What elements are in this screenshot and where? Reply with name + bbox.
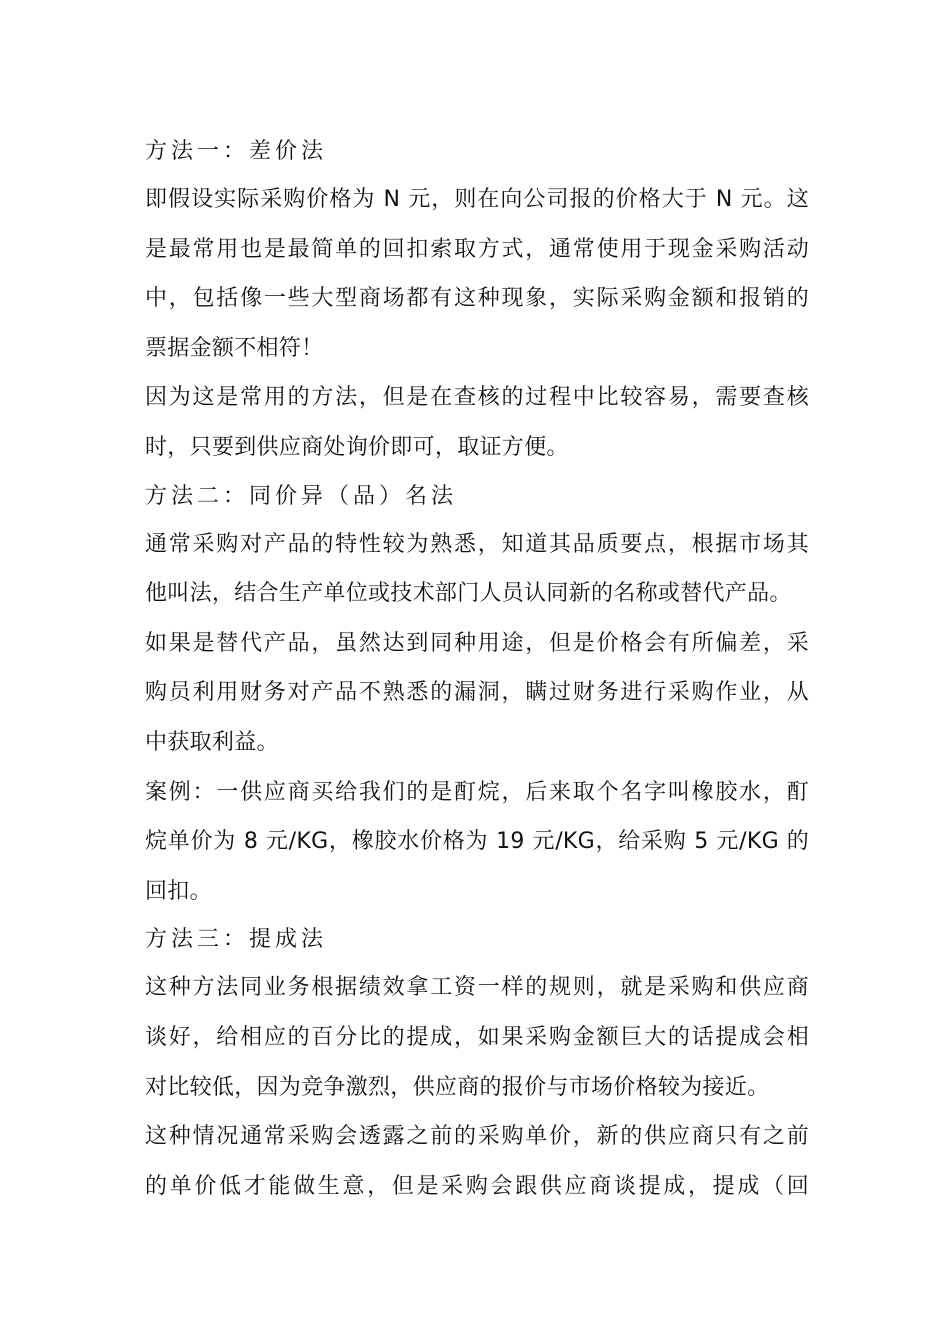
text-line: 烷单价为 8 元/KG，橡胶水价格为 19 元/KG，给采购 5 元/KG 的 — [145, 829, 809, 855]
text-line: 通常采购对产品的特性较为熟悉，知道其品质要点，根据市场其 — [145, 531, 809, 557]
text-line: 中获取利益。 — [145, 729, 279, 755]
text-line: 这种方法同业务根据绩效拿工资一样的规则，就是采购和供应商 — [145, 975, 809, 1001]
paragraph — [145, 520, 809, 619]
text-line: 因为这是常用的方法，但是在查核的过程中比较容易，需要查核 — [145, 385, 809, 411]
paragraph — [145, 619, 809, 768]
text-line: 回扣。 — [145, 878, 212, 904]
paragraph — [145, 1112, 809, 1211]
paragraph — [145, 373, 809, 472]
text-line: 即假设实际采购价格为 N 元，则在向公司报的价格大于 N 元。这 — [145, 187, 809, 212]
text-line: 他叫法，结合生产单位或技术部门人员认同新的名称或替代产品。 — [145, 581, 792, 607]
paragraph — [145, 768, 809, 917]
text-line: 的单价低才能做生意，但是采购会跟供应商谈提成，提成（回 — [145, 1173, 809, 1199]
paragraph — [145, 175, 809, 373]
section-heading-1: 方法一：差价法 — [145, 139, 328, 164]
text-line: 如果是替代产品，虽然达到同种用途，但是价格会有所偏差，采 — [145, 630, 809, 656]
text-line: 谈好，给相应的百分比的提成，如果采购金额巨大的话提成会相 — [145, 1024, 809, 1050]
text-line: 是最常用也是最简单的回扣索取方式，通常使用于现金采购活动 — [145, 236, 809, 262]
text-line: 中，包括像一些大型商场都有这种现象，实际采购金额和报销的 — [145, 286, 809, 312]
text-line: 对比较低，因为竞争激烈，供应商的报价与市场价格较为接近。 — [145, 1074, 770, 1100]
section-heading-2: 方法二：同价异（品）名法 — [145, 483, 458, 509]
text-line: 票据金额不相符！ — [145, 335, 324, 361]
document-body — [145, 128, 809, 1211]
text-line: 这种情况通常采购会透露之前的采购单价，新的供应商只有之前 — [145, 1124, 809, 1150]
text-line: 时，只要到供应商处询价即可，取证方便。 — [145, 434, 569, 460]
text-line: 购员利用财务对产品不熟悉的漏洞，瞒过财务进行采购作业，从 — [145, 680, 809, 706]
paragraph — [145, 963, 809, 1112]
text-line: 案例：一供应商买给我们的是酊烷，后来取个名字叫橡胶水，酊 — [145, 779, 809, 805]
section-heading-3: 方法三：提成法 — [145, 927, 328, 953]
